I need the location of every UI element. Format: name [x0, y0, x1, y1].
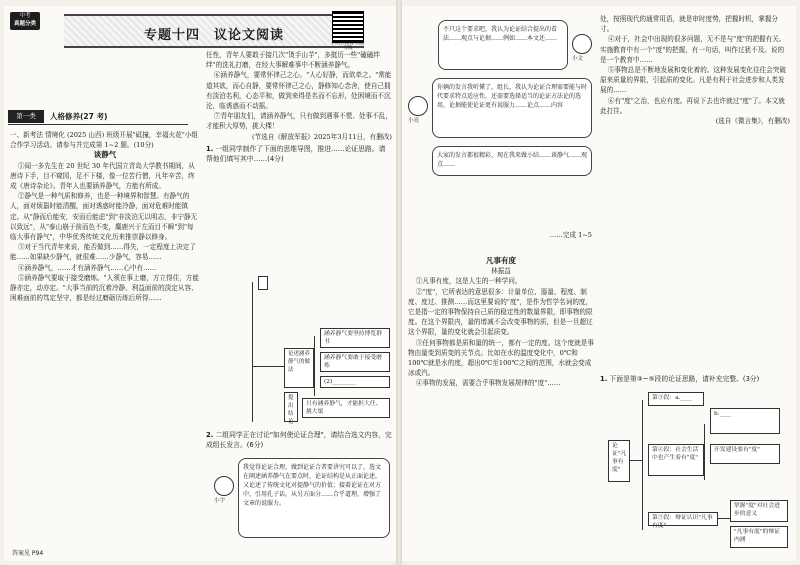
left-column-2	[206, 50, 392, 164]
speech-bubble: 大家的发言都很精彩，现在我来做小结……谈静气……观点……	[432, 146, 592, 176]
mindmap-answer-blank[interactable]: (2)________	[320, 376, 390, 388]
badge-top: 中考	[19, 13, 31, 19]
connector	[630, 460, 642, 461]
qr-code-icon[interactable]	[332, 11, 364, 43]
flow-detail: 开发建设要有"度"	[710, 444, 780, 464]
avatar-name: 小亮	[408, 118, 420, 124]
question-number: 1.	[600, 375, 608, 383]
paragraph: 处，按照现代的通常用语，就是审时度势，把握时机，掌握分寸。	[600, 15, 779, 34]
avatar-name: 小文	[572, 56, 584, 62]
question-intro: 一、新考法 情境化 (2025 山西) 班级开展"砥撞，幸福火花"小组合作学习活动。请参与并完成第 1~2 题。(10分)	[10, 131, 199, 150]
question-text: 一组同学制作了下面的思维导图，推进……论证思路。请帮他们填写其中……(4分)	[206, 144, 386, 163]
section-tag: 第一类	[8, 110, 44, 123]
question-text: 下面是第③~⑤段的论证思路，请补充完整。(3分)	[609, 375, 760, 383]
paragraph: 任性，青年人要敢于接几次"烫手山芋"，多挺历一些"磕磕绊绊"的洗礼打磨，在经大事解难事中不断涵养静气。	[206, 51, 380, 70]
question-text: 二组同学正在讨论"如何使论证合理"，请结合选文内容，完成组长发言。(6分)	[206, 431, 392, 449]
flow-detail: 掌握"度"对社会进步的意义	[730, 500, 788, 522]
speech-bubble: 你俩的发言我听懂了，组长，我认为论证合理需要能与时代要求特点适应性，还需要选择适当的论证方法论的选用，论据能使论证更有说服力……论点……内容	[432, 78, 592, 138]
mindmap-node: 涵养静气要敢于接受磨炼	[320, 352, 390, 372]
mind-map	[212, 276, 392, 426]
mindmap-node-method: 论述涵养静气的做法	[284, 348, 314, 388]
paragraph: ⑥有"度"之治，也应有度。再说下去也许就过"度"了。本文就此打住。	[600, 96, 785, 115]
mindmap-node-conclusion-label: 提出结论	[284, 392, 298, 422]
paragraph: ③任何事物都是质和量的统一，都有一定的度。这个度就是事物由量变到质变的关节点。比如在水的温度变化中，0℃和100℃就是水的度，超出0℃至100℃之间的范围，水就会变成冰或汽。	[408, 338, 594, 378]
connector	[314, 336, 315, 396]
right-column-1	[408, 256, 594, 389]
question-2	[206, 430, 392, 450]
paragraph: ②"度"，它所表达的意思很多：计量单位、器量、程度、制度、度过、推测……而这里要说的"度"，是作为哲学名词的度，它是指一定的事物保持自己质的稳定性的数量界限，即事物的限度。在这个界限内，量的增减不会改变事物的质，但是一旦超过这个界限，量的变化就会引起质变。	[408, 287, 593, 337]
speech-bubble: 不只这个要求吧，我认为论证结合提出的看法……观点与论据……例如……本文还……	[438, 20, 568, 70]
paragraph: ④事物的发展，需要合乎事物发展规律的"度"……	[415, 379, 561, 388]
avatar-name: 小宇	[214, 498, 226, 504]
source-note: (节选自《解放军报》2025年3月11日，有删改)	[251, 132, 392, 141]
student-avatar-icon	[214, 476, 234, 496]
student-avatar-icon	[408, 96, 428, 116]
connector	[642, 400, 643, 530]
right-column-2	[600, 14, 790, 126]
article-author: 林振益	[491, 267, 511, 276]
mindmap-node-conclusion: 只有涵养静气，才能担大任、挑大梁	[302, 398, 390, 418]
connector	[252, 366, 284, 367]
badge	[10, 12, 40, 30]
badge-text: 真题分类	[13, 21, 36, 27]
mindmap-label-top	[258, 276, 268, 290]
flow-step-4: 第④段：社会生活中也产生着有"度"	[648, 444, 704, 476]
speech-bubble: 我觉得论证合理，做到论证合者要讲究可以了，选文在阐述涵养静气在要点时，论证结构是从正面论述，又论述了传统文化对提静气的价值；接着论证在对方中，引用孔子话，从另方面分……合乎道理，增强了文章的说服力。	[238, 458, 390, 538]
right-page	[402, 6, 796, 561]
argument-flow-diagram	[600, 390, 790, 550]
flow-answer-b[interactable]: b.____	[710, 408, 780, 434]
flow-step-5: 第⑤段：辩证认识"凡事有度"	[648, 512, 718, 526]
question-1	[206, 144, 392, 164]
flow-step-3[interactable]: 第③段：a.____	[648, 392, 704, 406]
paragraph: ④对于，社会中出现的很多问题，无不是与"度"的把握有关。实施教育中有一个"度"的把握，有一句话，叫作过犹不及。说的是一个教育中……	[600, 35, 786, 64]
paragraph: ⑤涵养静气要取于接受磨炼。"人须在事上磨，方立得住，方能静亦定，动亦定。"大事当前的沉着冷静、利益面前的淡定从容、困难面前的笃定坚守，都是经过磨砺历练后所得……	[10, 273, 199, 303]
connector	[718, 518, 730, 519]
instruction-tail: ……完成 1~5	[549, 231, 592, 239]
qr-label: 扫码看微课 精题互练	[331, 41, 365, 51]
paragraph: ⑤事物总是不断地发展和变化着的。这种发展变化往往会突破原来质量的界限，引起质的变化。凡是有利于社会进步和人类发展的……	[600, 66, 786, 95]
answer-reference: 答案见 P94	[12, 550, 44, 557]
question-number: 2.	[206, 431, 214, 439]
mindmap-spine	[252, 282, 253, 422]
paragraph: ①凡事有度，这是人生的一种学问。	[415, 277, 522, 286]
source-note: (选自《微言集》，有删改)	[715, 117, 790, 126]
mindmap-node: 涵养静气要坚持博览群书	[320, 328, 390, 348]
paragraph: ①闻一多先生在 20 世纪 30 年代国立青岛大学教书期间，从唐诗下手，目不窥园，足不下楼，像一位苦行僧，凡年辛苦，终成《唐诗杂论》。青年人也要涵养静气，方能有所成。	[10, 161, 195, 191]
topic-title: 专题十四 议论文阅读	[143, 28, 284, 43]
article-title: 谈静气	[93, 150, 117, 160]
question-number: 1.	[206, 144, 214, 153]
connector	[704, 424, 705, 480]
paragraph: ③对于当代青年来说，能否做到……得失，一定程度上决定了能……如果缺少静气，就很难……少静气，容易……	[10, 243, 196, 262]
question-1-right	[600, 374, 790, 384]
student-avatar-icon	[572, 34, 592, 54]
paragraph: ④涵养静气，……才有涵养静气……心中有……	[17, 263, 157, 272]
section-header	[8, 110, 188, 125]
paragraph: ⑥涵养静气，要常怀律己之心。"人心好静，而欲牵之。"常能道其欲，而心自静，要常怀律己之心，静修知心念舍，使自己拥有淡泊名利，心态平和，做到来得是名而不忘形，处困境而不沉沦，临诱惑而不动摇。	[206, 71, 392, 111]
section-name: 人格修养(27 考)	[50, 112, 108, 121]
topic-banner	[64, 14, 364, 48]
flow-detail: "凡事有度"的辩证内涵	[730, 526, 788, 548]
left-column-1	[10, 130, 200, 303]
left-page	[4, 6, 396, 561]
paragraph: ②静气是一种气质和修养，也是一种境界和智慧。有静气的人，面对烦嚣时能清醒，面对诱惑时能冷静，面对危难时能镇定。从"静而后能安，安而后能虑"到"非淡泊无以明志，非宁静无以致远"，从"泰山崩于前而色不变，麋鹿兴于左而目不瞬"到"每临大事有静气"，中华优秀传统文化历来推崇静以修身。	[10, 192, 198, 242]
flow-root: 论证"凡事有度"	[608, 440, 630, 482]
paragraph: ⑦青年朋友们，请涵养静气，只有做到遇事不慌、处事不乱，才能积大厚势，挑大棵！	[206, 112, 392, 131]
article-title: 凡事有度	[486, 256, 516, 265]
